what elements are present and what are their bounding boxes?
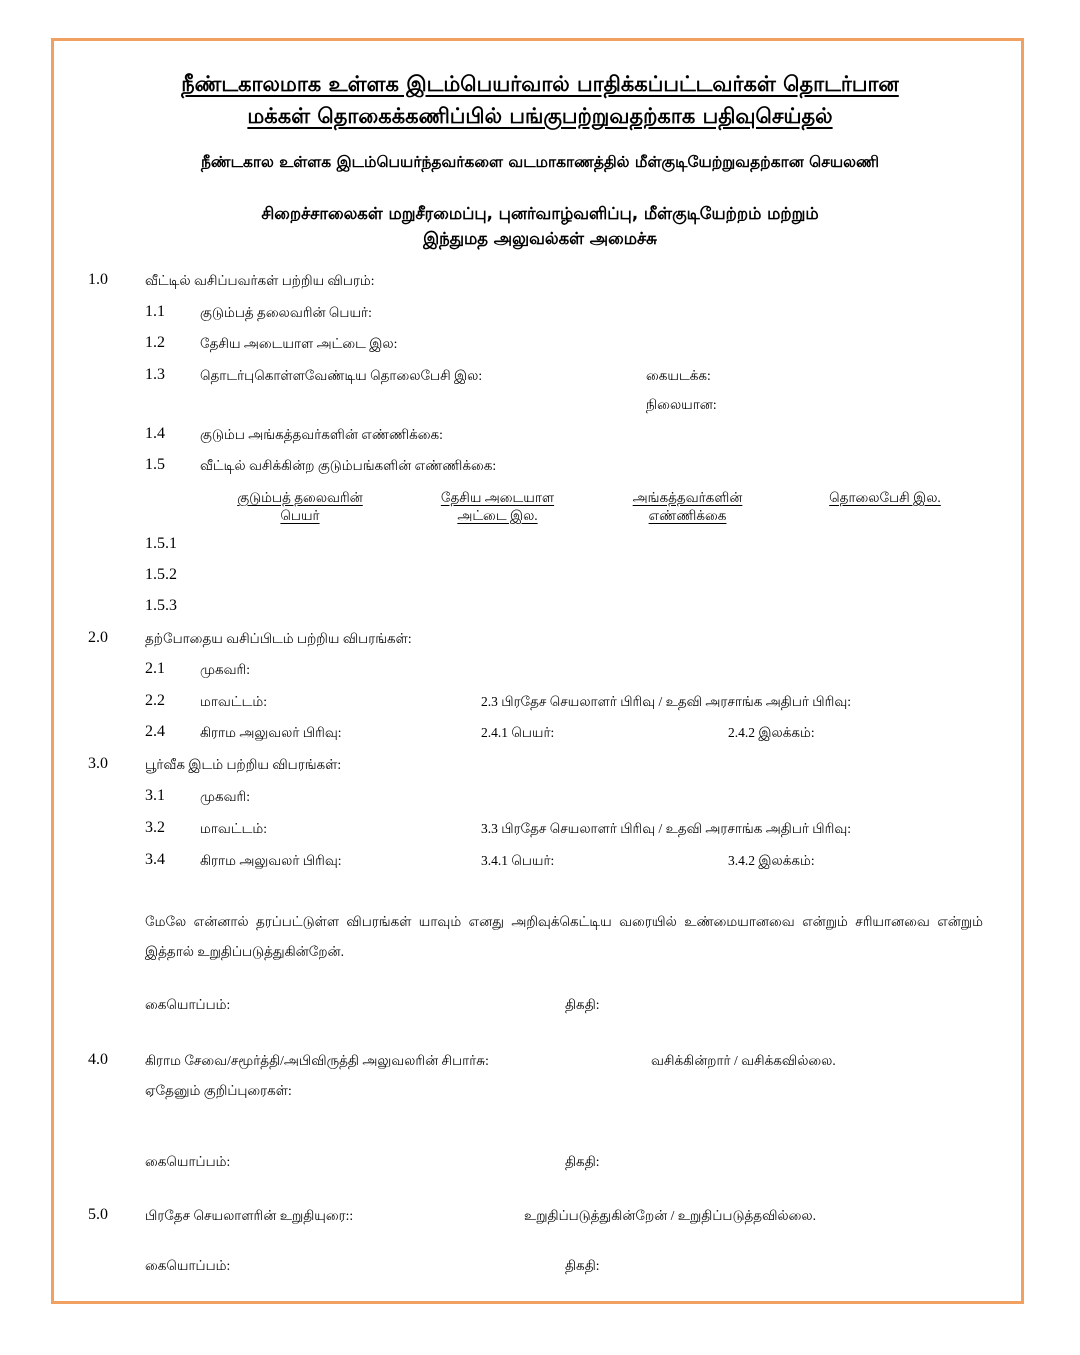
contact-phone-label: தொடர்புகொள்ளவேண்டிய தொலைபேசி இல: xyxy=(200,368,483,383)
remarks-label: ஏதேனும் குறிப்புரைகள்: xyxy=(145,1083,292,1098)
origin-gn-name-label: 3.4.1 பெயர்: xyxy=(481,853,555,868)
field-1-4-number: 1.4 xyxy=(145,425,165,442)
ministry-line1: சிறைச்சாலைகள் மறுசீரமைப்பு, புனர்வாழ்வளிப்பு, மீள்குடியேற்றம் மற்றும் xyxy=(261,204,819,223)
field-1-3-number: 1.3 xyxy=(145,366,165,383)
field-2-4-number: 2.4 xyxy=(145,723,165,740)
ds-confirmation-label: பிரதேச செயலாளரின் உறுதியுரை:: xyxy=(145,1208,354,1223)
field-3-4-number: 3.4 xyxy=(145,851,165,868)
form-title-line1: நீண்டகாலமாக உள்ளக இடம்பெயர்வால் பாதிக்கப்பட்டவர்கள் தொடர்பான xyxy=(181,72,899,96)
mobile-phone-label: கையடக்க: xyxy=(646,368,711,383)
section-1-title: வீட்டில் வசிப்பவர்கள் பற்றிய விபரம்: xyxy=(145,273,375,288)
table-row-1-number: 1.5.1 xyxy=(145,535,177,552)
section-3-title: பூர்வீக இடம் பற்றிய விபரங்கள்: xyxy=(145,757,342,772)
head-of-family-name-label: குடும்பத் தலைவரின் பெயர்: xyxy=(200,305,372,320)
current-gn-division-label: கிராம அலுவலர் பிரிவு: xyxy=(200,725,342,740)
gn-officer-recommendation-label: கிராம சேவை/சமூர்த்தி/அபிவிருத்தி அலுவலரின் சிபார்சு: xyxy=(145,1053,489,1068)
declaration-date-label: திகதி: xyxy=(565,997,600,1012)
field-1-5-number: 1.5 xyxy=(145,456,165,473)
officer-signature-label: கையொப்பம்: xyxy=(145,1154,231,1169)
field-2-1-number: 2.1 xyxy=(145,660,165,677)
table-header-phone: தொலைபேசி இல. xyxy=(829,490,941,505)
section-5-number: 5.0 xyxy=(88,1206,108,1223)
section-1-number: 1.0 xyxy=(88,271,108,288)
current-district-label: மாவட்டம்: xyxy=(200,694,267,709)
declaration-signature-label: கையொப்பம்: xyxy=(145,997,231,1012)
page-border xyxy=(51,38,1024,1304)
origin-gn-division-label: கிராம அலுவலர் பிரிவு: xyxy=(200,853,342,868)
field-3-1-number: 3.1 xyxy=(145,787,165,804)
residence-status-options: வசிக்கின்றார் / வசிக்கவில்லை. xyxy=(651,1053,836,1068)
table-row-3-number: 1.5.3 xyxy=(145,597,177,614)
ds-date-label: திகதி: xyxy=(565,1258,600,1273)
section-2-title: தற்போதைய வசிப்பிடம் பற்றிய விபரங்கள்: xyxy=(145,631,412,646)
origin-ds-division-label: 3.3 பிரதேச செயலாளர் பிரிவு / உதவி அரசாங்க அதிபர் பிரிவு: xyxy=(481,821,851,836)
table-header-name: குடும்பத் தலைவரின் பெயர் xyxy=(237,490,363,523)
officer-date-label: திகதி: xyxy=(565,1154,600,1169)
ministry-line2: இந்துமத அலுவல்கள் அமைச்சு xyxy=(423,229,657,248)
origin-district-label: மாவட்டம்: xyxy=(200,821,267,836)
form-title-line2: மக்கள் தொகைக்கணிப்பில் பங்குபற்றுவதற்காக பதிவுசெய்தல் xyxy=(247,104,833,128)
current-ds-division-label: 2.3 பிரதேச செயலாளர் பிரிவு / உதவி அரசாங்க அதிபர் பிரிவு: xyxy=(481,694,851,709)
origin-address-label: முகவரி: xyxy=(200,789,251,804)
field-1-1-number: 1.1 xyxy=(145,303,165,320)
table-row-2-number: 1.5.2 xyxy=(145,566,177,583)
origin-gn-number-label: 3.4.2 இலக்கம்: xyxy=(728,853,815,868)
field-1-2-number: 1.2 xyxy=(145,334,165,351)
field-2-2-number: 2.2 xyxy=(145,692,165,709)
current-gn-name-label: 2.4.1 பெயர்: xyxy=(481,725,555,740)
landline-phone-label: நிலையான: xyxy=(646,397,717,412)
section-4-number: 4.0 xyxy=(88,1051,108,1068)
current-gn-number-label: 2.4.2 இலக்கம்: xyxy=(728,725,815,740)
field-3-2-number: 3.2 xyxy=(145,819,165,836)
ds-signature-label: கையொப்பம்: xyxy=(145,1258,231,1273)
nic-number-label: தேசிய அடையாள அட்டை இல: xyxy=(200,336,398,351)
confirmation-options: உறுதிப்படுத்துகின்றேன் / உறுதிப்படுத்தவில்லை. xyxy=(524,1208,816,1223)
families-in-house-label: வீட்டில் வசிக்கின்ற குடும்பங்களின் எண்ணிக்கை: xyxy=(200,458,497,473)
table-header-nic: தேசிய அடையாள அட்டை இல. xyxy=(440,490,555,523)
family-members-count-label: குடும்ப அங்கத்தவர்களின் எண்ணிக்கை: xyxy=(200,427,443,442)
current-address-label: முகவரி: xyxy=(200,662,251,677)
section-3-number: 3.0 xyxy=(88,755,108,772)
table-header-members: அங்கத்தவர்களின் எண்ணிக்கை xyxy=(632,490,743,523)
task-force-title: நீண்டகால உள்ளக இடம்பெயர்ந்தவர்களை வடமாகாணத்தில் மீள்குடியேற்றுவதற்கான செயலணி xyxy=(200,153,880,171)
section-2-number: 2.0 xyxy=(88,629,108,646)
declaration-text: மேலே என்னால் தரப்பட்டுள்ள விபரங்கள் யாவும் எனது அறிவுக்கெட்டிய வரையில் உண்மையானவை என்றும் சரியானவை என்றும் இத்தால் உறுதிப்படுத்துகின்றேன். xyxy=(145,914,983,959)
